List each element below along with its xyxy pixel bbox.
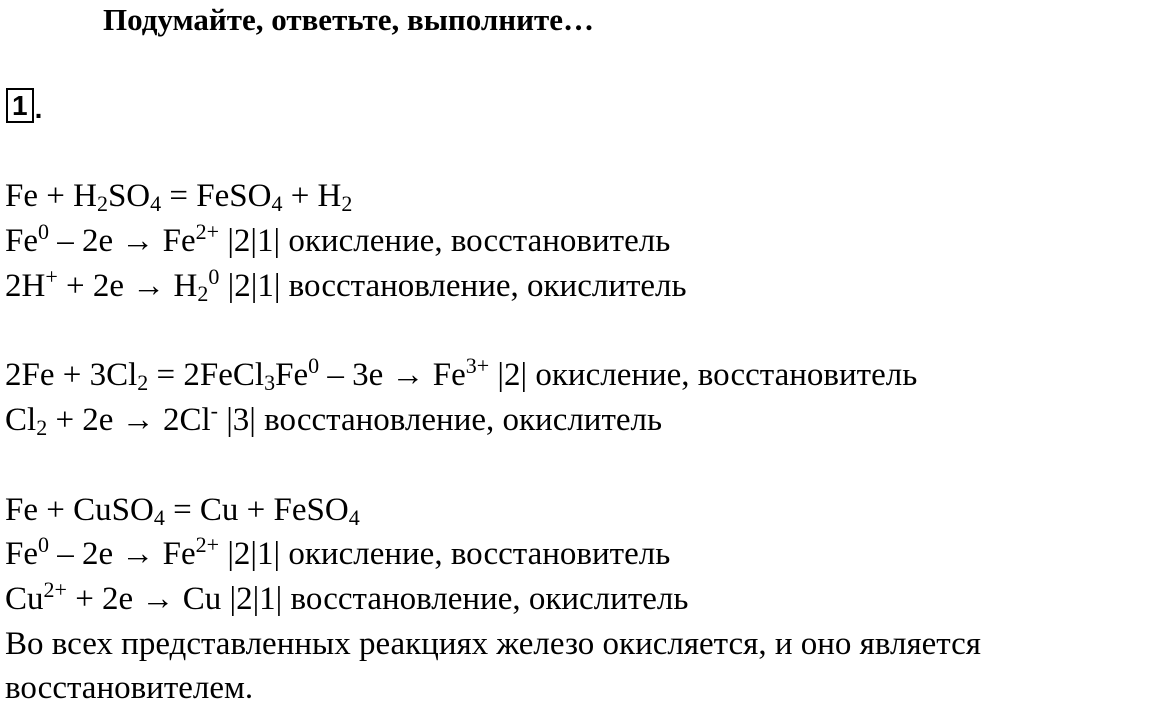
subscript: 2 [137, 370, 149, 395]
formula-text: Cu [5, 581, 44, 617]
superscript: + [45, 264, 58, 289]
formula-text: |3| восстановление, окислитель [217, 402, 663, 438]
formula-text: + 2e → H [57, 268, 198, 304]
formula-text: Fe [5, 223, 38, 259]
reaction-3-equation [5, 490, 360, 530]
page-title: Подумайте, ответьте, выполните… [103, 2, 594, 37]
formula-text: |2|1| окисление, восстановитель [219, 536, 671, 572]
subscript: 2 [341, 191, 353, 216]
formula-text: = FeSO [161, 178, 272, 214]
subscript: 2 [96, 191, 108, 216]
subscript: 2 [36, 415, 48, 440]
formula-text: 2Fe + 3Cl [5, 357, 138, 393]
formula-text: – 3e → Fe [319, 357, 466, 393]
reaction-2-equation [5, 355, 917, 395]
task-number [6, 88, 42, 123]
reaction-1-oxidation-half [5, 221, 670, 261]
formula-text: |2|1| окисление, восстановитель [219, 223, 671, 259]
reaction-1-equation [5, 176, 352, 216]
formula-text: – 2e → Fe [49, 536, 196, 572]
conclusion-line-1: Во всех представленных реакциях железо окисляется, и оно является [5, 626, 981, 662]
formula-text: |2|1| восстановление, окислитель [219, 268, 687, 304]
formula-text: Fe [275, 357, 309, 393]
superscript: 3+ [465, 353, 490, 378]
formula-text: + 2e → 2Cl [47, 402, 211, 438]
reaction-1-reduction-half [5, 266, 687, 306]
superscript: 2+ [43, 577, 67, 602]
subscript: 4 [348, 505, 360, 530]
formula-text: Fe + CuSO [5, 492, 154, 528]
subscript: 2 [197, 281, 209, 306]
reaction-3-reduction-half [5, 579, 688, 619]
formula-text: SO [107, 178, 151, 214]
superscript: 0 [308, 353, 320, 378]
formula-text: Fe + H [5, 178, 97, 214]
formula-text: |2| окисление, восстановитель [489, 357, 918, 393]
superscript: 0 [38, 219, 49, 244]
task-number-box: 1 [6, 88, 34, 123]
superscript: - [210, 398, 218, 423]
subscript: 3 [264, 370, 276, 395]
subscript: 4 [150, 191, 162, 216]
conclusion-line-2: восстановителем. [5, 670, 254, 706]
superscript: 0 [208, 264, 220, 289]
formula-text: = 2FeCl [148, 357, 265, 393]
formula-text: 2H [5, 268, 46, 304]
formula-text: + H [282, 178, 342, 214]
reaction-2-reduction-half [5, 400, 662, 440]
formula-text: = Cu + FeSO [164, 492, 349, 528]
formula-text: Fe [5, 536, 38, 572]
task-number-dot: . [34, 93, 43, 124]
formula-text: + 2e → Cu |2|1| восстановление, окислитель [66, 581, 689, 617]
superscript: 2+ [195, 219, 220, 244]
reaction-3-oxidation-half [5, 534, 670, 574]
superscript: 2+ [195, 532, 220, 557]
formula-text: Cl [5, 402, 37, 438]
superscript: 0 [38, 532, 49, 557]
subscript: 4 [271, 191, 283, 216]
subscript: 4 [153, 505, 165, 530]
formula-text: – 2e → Fe [49, 223, 196, 259]
